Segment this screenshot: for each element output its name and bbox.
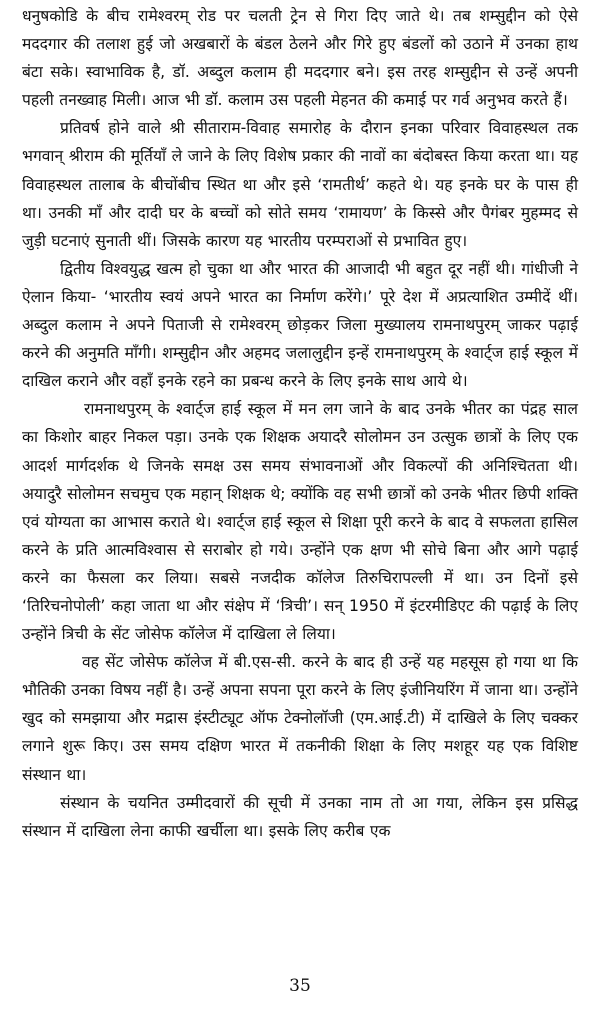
page-number: 35 [289, 976, 311, 996]
paragraph-3: द्वितीय विश्वयुद्ध खत्म हो चुका था और भारत की आजादी भी बहुत दूर नहीं थी। गांधीजी ने ऐलान किया- ‘भारतीय स्वयं अपने भारत का निर्माण करेंगे।’ पूरे देश में अप्रत्याशित उम्मीदें थीं। अब्दुल कलाम ने अपने पिताजी से रामेश्वरम् छोड़कर जिला मुख्यालय रामनाथपुरम् जाकर पढ़ाई करने की अनुमति माँगी। शम्सुद्दीन और अहमद जलालुद्दीन इन्हें रामनाथपुरम् के श्वार्ट्ज हाई स्कूल में दाखिल कराने और वहाँ इनके रहने का प्रबन्ध करने के लिए इनके साथ आये थे। [22, 259, 578, 391]
page-text-body [22, 2, 578, 845]
paragraph-6: संस्थान के चयनित उम्मीदवारों की सूची में उनका नाम तो आ गया, लेकिन इस प्रसिद्ध संस्थान में दाखिला लेना काफी खर्चीला था। इसके लिए करीब एक [22, 793, 578, 840]
paragraph-5: वह सेंट जोसेफ कॉलेज में बी.एस-सी. करने के बाद ही उन्हें यह महसूस हो गया था कि भौतिकी उनका विषय नहीं है। उन्हें अपना सपना पूरा करने के लिए इंजीनियरिंग में जाना था। उन्होंने खुद को समझाया और मद्रास इंस्टीट्यूट ऑफ टेक्नोलॉजी (एम.आई.टी) में दाखिले के लिए चक्कर लगाने शुरू किए। उस समय दक्षिण भारत में तकनीकी शिक्षा के लिए मशहूर यह एक विशिष्ट संस्थान था। [22, 653, 578, 784]
paragraph-2: प्रतिवर्ष होने वाले श्री सीताराम-विवाह समारोह के दौरान इनका परिवार विवाहस्थल तक भगवान् श्रीराम की मूर्तियाँ ले जाने के लिए विशेष प्रकार की नावों का बंदोबस्त किया करता था। यह विवाहस्थल तालाब के बीचोंबीच स्थित था और इसे ‘रामतीर्थ’ कहते थे। यह इनके घर के पास ही था। उनकी माँ और दादी घर के बच्चों को सोते समय ‘रामायण’ के किस्से और पैगंबर मुहम्मद से जुड़ी घटनाएं सुनाती थीं। जिसके कारण यह भारतीय परम्पराओं से प्रभावित हुए। [22, 119, 578, 250]
paragraph-1: धनुषकोडि के बीच रामेश्वरम् रोड पर चलती ट्रेन से गिरा दिए जाते थे। तब शम्सुद्दीन को ऐसे मददगार की तलाश हुई जो अखबारों के बंडल ठेलने और गिरे हुए बंडलों को उठाने में उनका हाथ बंटा सके। स्वाभाविक है, डॉ. अब्दुल कलाम ही मददगार बने। इस तरह शम्सुद्दीन से उन्हें अपनी पहली तनख्वाह मिली। आज भी डॉ. कलाम उस पहली मेहनत की कमाई पर गर्व अनुभव करते हैं। [22, 7, 578, 110]
paragraph-4: रामनाथपुरम् के श्वार्ट्ज हाई स्कूल में मन लग जाने के बाद उनके भीतर का पंद्रह साल का किशोर बाहर निकल पड़ा। उनके एक शिक्षक अयादरै सोलोमन उन उत्सुक छात्रों के लिए एक आदर्श मार्गदर्शक थे जिनके समक्ष उस समय संभावनाओं और विकल्पों की अनिश्चितता थी। अयादुरै सोलोमन सचमुच एक महान् शिक्षक थे; क्योंकि वह सभी छात्रों को उनके भीतर छिपी शक्ति एवं योग्यता का आभास कराते थे। श्वार्ट्ज हाई स्कूल से शिक्षा पूरी करने के बाद वे सफलता हासिल करने के प्रति आत्मविश्वास से सराबोर हो गये। उन्होंने एक क्षण भी सोचे बिना और आगे पढ़ाई करने का फैसला कर लिया। सबसे नजदीक कॉलेज तिरुचिरापल्ली में था। उन दिनों इसे ‘तिरिचनोपोली’ कहा जाता था और संक्षेप में ‘त्रिची’। सन् 1950 में इंटरमीडिएट की पढ़ाई के लिए उन्होंने त्रिची के सेंट जोसेफ कॉलेज में दाखिला ले लिया। [22, 400, 578, 644]
